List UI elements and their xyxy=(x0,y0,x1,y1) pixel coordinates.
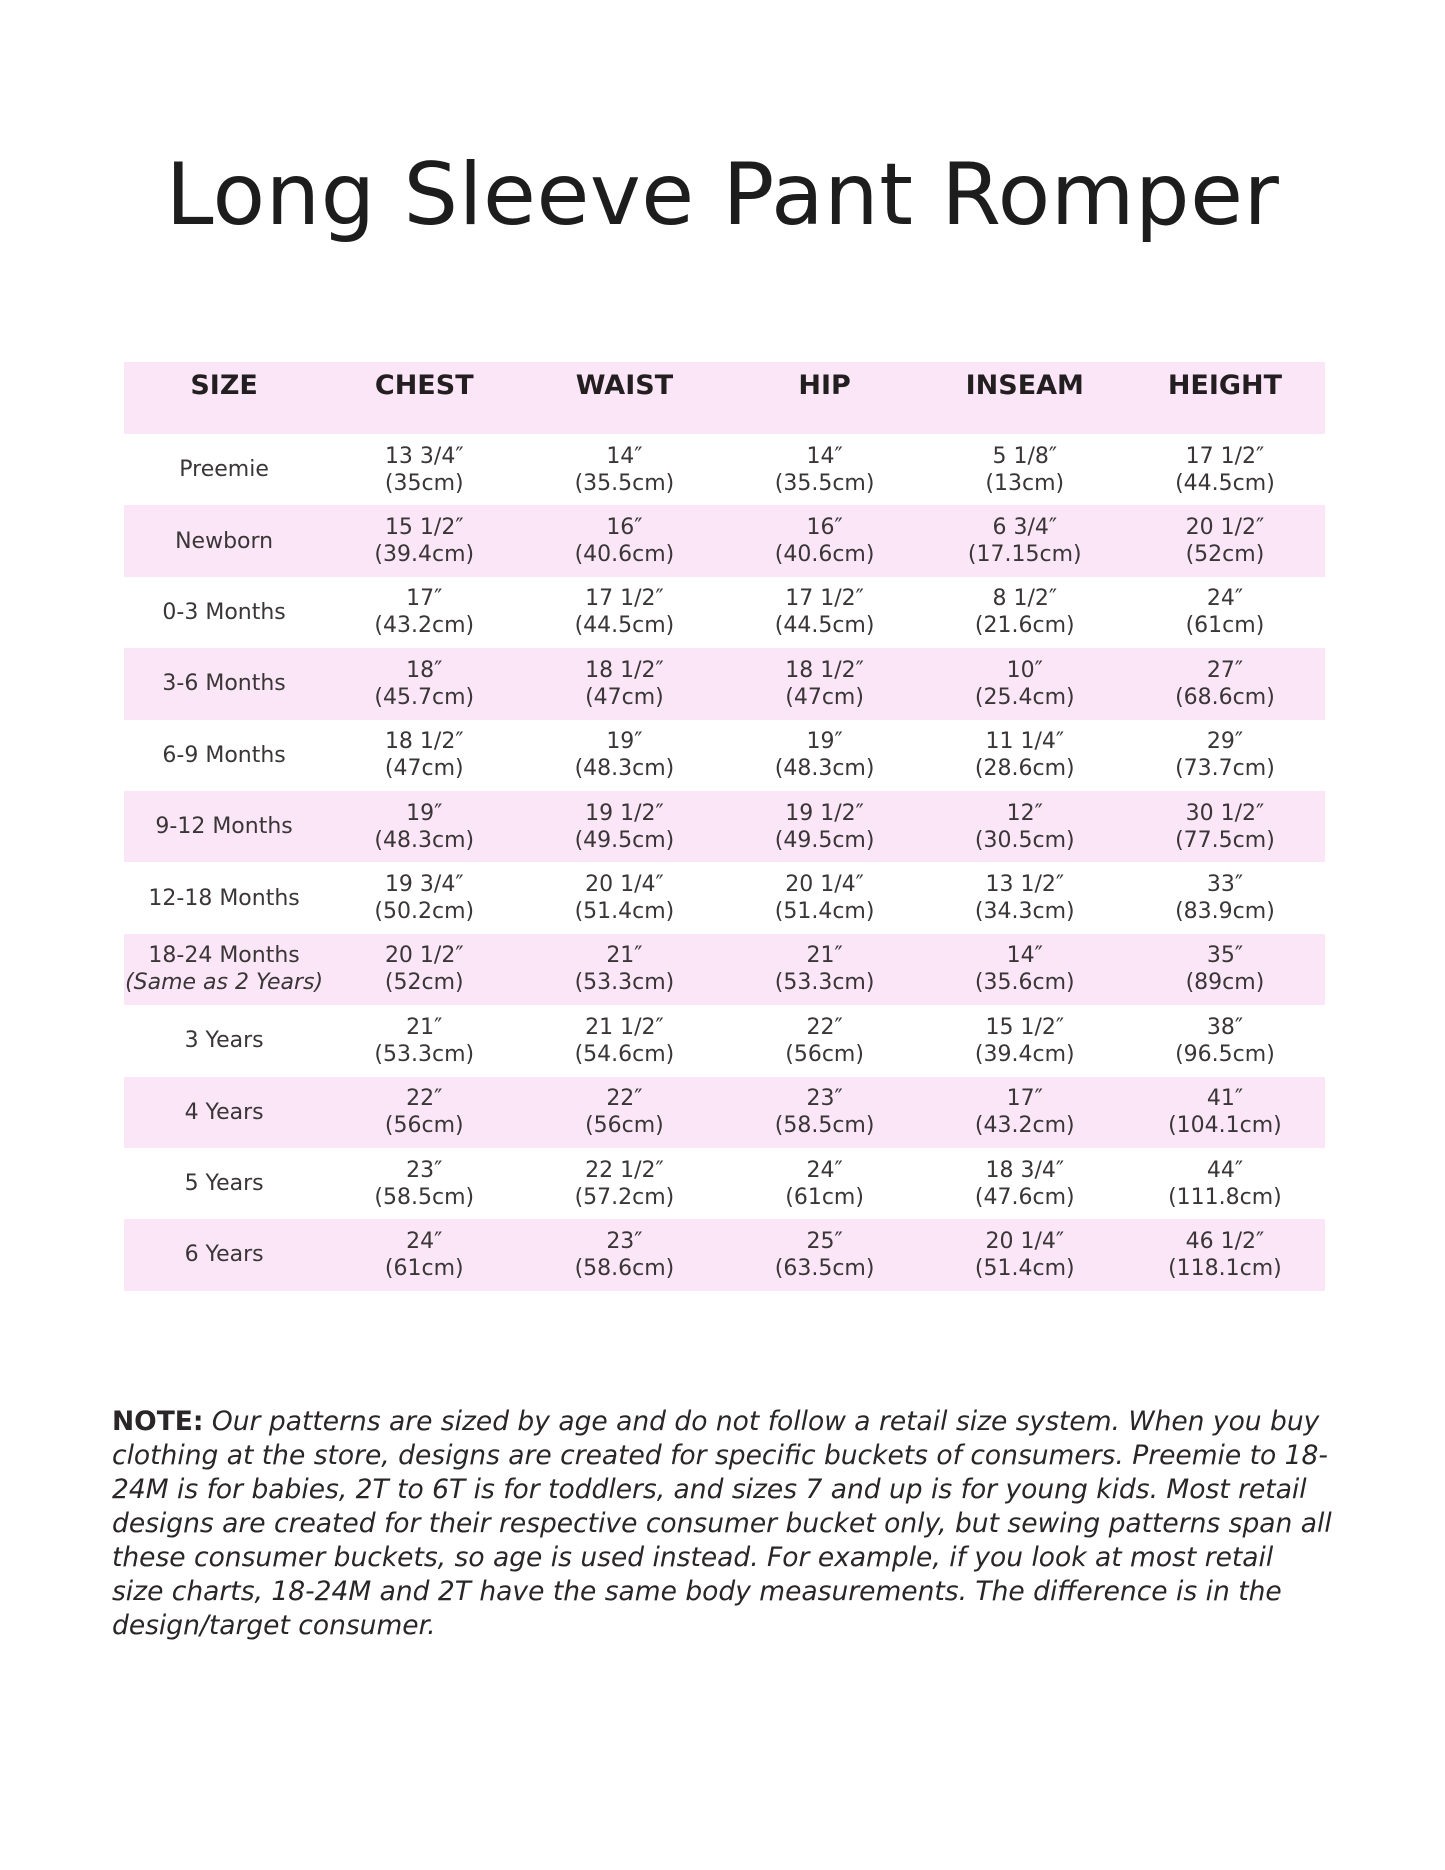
size-note: (Same as 2 Years) xyxy=(125,970,324,996)
height-cell xyxy=(1125,791,1325,862)
header-waist: WAIST xyxy=(575,370,674,401)
height-inches: 24″ xyxy=(1206,586,1244,612)
size-cell xyxy=(124,434,324,505)
chest-cell xyxy=(324,648,524,719)
chest-inches: 18 1/2″ xyxy=(384,729,464,755)
hip-cm: (49.5cm) xyxy=(774,827,875,853)
inseam-cell xyxy=(925,648,1125,719)
inseam-inches: 18 3/4″ xyxy=(985,1157,1065,1183)
inseam-cm: (28.6cm) xyxy=(974,756,1075,782)
height-inches: 17 1/2″ xyxy=(1185,443,1265,469)
waist-cell xyxy=(524,434,724,505)
size-cell xyxy=(124,1219,324,1290)
waist-inches: 22 1/2″ xyxy=(585,1157,664,1183)
inseam-inches: 12″ xyxy=(1006,800,1043,826)
height-cm: (89cm) xyxy=(1185,970,1265,996)
chest-cell xyxy=(324,1219,524,1290)
inseam-cm: (17.15cm) xyxy=(967,542,1082,568)
header-height: HEIGHT xyxy=(1167,370,1283,401)
sizing-note xyxy=(112,1405,1332,1643)
inseam-cell xyxy=(925,577,1125,648)
height-cell xyxy=(1125,720,1325,791)
size-cell xyxy=(124,720,324,791)
waist-cm: (57.2cm) xyxy=(574,1184,675,1210)
hip-inches: 22″ xyxy=(806,1014,843,1040)
height-inches: 38″ xyxy=(1206,1014,1244,1040)
waist-inches: 19 1/2″ xyxy=(585,800,664,826)
height-inches: 27″ xyxy=(1206,657,1244,683)
height-cm: (111.8cm) xyxy=(1168,1184,1282,1210)
chest-inches: 21″ xyxy=(406,1014,443,1040)
chest-cell xyxy=(324,1077,524,1148)
waist-cell xyxy=(524,862,724,933)
waist-cm: (35.5cm) xyxy=(574,470,675,496)
inseam-cell xyxy=(925,791,1125,862)
inseam-cell xyxy=(925,1148,1125,1219)
waist-cell xyxy=(524,1077,724,1148)
table-row xyxy=(124,1148,1325,1219)
chest-cell xyxy=(324,577,524,648)
waist-inches: 18 1/2″ xyxy=(585,657,664,683)
waist-cell xyxy=(524,1148,724,1219)
chest-cm: (45.7cm) xyxy=(374,684,475,710)
waist-cell xyxy=(524,934,724,1005)
hip-cm: (51.4cm) xyxy=(774,899,875,925)
inseam-inches: 14″ xyxy=(1006,943,1043,969)
waist-cell xyxy=(524,1219,724,1290)
table-body xyxy=(124,434,1325,1291)
chest-cm: (52cm) xyxy=(384,970,464,996)
inseam-cm: (13cm) xyxy=(985,470,1065,496)
chest-inches: 18″ xyxy=(406,657,443,683)
chest-inches: 20 1/2″ xyxy=(384,943,464,969)
waist-inches: 17 1/2″ xyxy=(585,586,664,612)
height-cell xyxy=(1125,1077,1325,1148)
chest-cm: (61cm) xyxy=(384,1255,464,1281)
chest-cm: (50.2cm) xyxy=(374,899,475,925)
note-label: NOTE: xyxy=(112,1406,204,1437)
size-label: 6 Years xyxy=(184,1242,264,1268)
inseam-inches: 13 1/2″ xyxy=(985,872,1065,898)
chest-cell xyxy=(324,934,524,1005)
inseam-cell xyxy=(925,862,1125,933)
waist-cell xyxy=(524,791,724,862)
hip-cell xyxy=(725,577,925,648)
hip-inches: 17 1/2″ xyxy=(785,586,864,612)
height-inches: 35″ xyxy=(1206,943,1244,969)
height-inches: 29″ xyxy=(1206,729,1244,755)
chest-cm: (39.4cm) xyxy=(374,542,475,568)
size-label: 0-3 Months xyxy=(162,599,286,625)
hip-cm: (56cm) xyxy=(785,1041,864,1067)
hip-cm: (47cm) xyxy=(785,684,864,710)
waist-cm: (40.6cm) xyxy=(574,542,675,568)
header-chest: CHEST xyxy=(374,370,474,401)
hip-inches: 16″ xyxy=(806,515,843,541)
chest-inches: 15 1/2″ xyxy=(384,515,464,541)
height-cell xyxy=(1125,862,1325,933)
waist-cm: (53.3cm) xyxy=(574,970,675,996)
hip-cell xyxy=(725,862,925,933)
height-inches: 41″ xyxy=(1206,1086,1244,1112)
inseam-cm: (51.4cm) xyxy=(974,1255,1075,1281)
height-cm: (61cm) xyxy=(1185,613,1265,639)
hip-cell xyxy=(725,648,925,719)
size-chart-table xyxy=(124,362,1325,1291)
waist-cm: (49.5cm) xyxy=(574,827,675,853)
chest-inches: 24″ xyxy=(406,1228,443,1254)
waist-cm: (56cm) xyxy=(585,1113,664,1139)
waist-inches: 16″ xyxy=(606,515,643,541)
hip-cell xyxy=(725,1148,925,1219)
waist-inches: 19″ xyxy=(606,729,643,755)
header-inseam: INSEAM xyxy=(965,370,1084,401)
size-cell xyxy=(124,862,324,933)
hip-inches: 20 1/4″ xyxy=(785,872,864,898)
hip-cell xyxy=(725,791,925,862)
height-inches: 46 1/2″ xyxy=(1185,1228,1265,1254)
size-label: 3 Years xyxy=(184,1028,264,1054)
waist-cell xyxy=(524,505,724,576)
waist-cm: (58.6cm) xyxy=(574,1255,675,1281)
size-label: 9-12 Months xyxy=(155,814,293,840)
height-cm: (73.7cm) xyxy=(1175,756,1275,782)
chest-inches: 19″ xyxy=(406,800,443,826)
height-inches: 44″ xyxy=(1206,1157,1244,1183)
chest-cm: (43.2cm) xyxy=(374,613,475,639)
size-cell xyxy=(124,934,324,1005)
inseam-cm: (39.4cm) xyxy=(974,1041,1075,1067)
waist-inches: 23″ xyxy=(606,1228,643,1254)
inseam-cell xyxy=(925,434,1125,505)
waist-inches: 20 1/4″ xyxy=(585,872,664,898)
inseam-cm: (35.6cm) xyxy=(974,970,1075,996)
inseam-cell xyxy=(925,505,1125,576)
hip-inches: 25″ xyxy=(806,1228,843,1254)
size-label: 5 Years xyxy=(184,1171,264,1197)
inseam-cm: (21.6cm) xyxy=(974,613,1075,639)
height-inches: 30 1/2″ xyxy=(1185,800,1265,826)
note-text: Our patterns are sized by age and do not follow a retail size system. When you buy clothing at the store, designs are created for specific buckets of consumers. Preemie to 18-24M is for babies, 2T to 6T is for toddlers, and sizes 7 and up is for young kids. Most retail designs are created for their respective consumer bucket only, but sewing patterns span all these consumer buckets, so age is used instead. For example, if you look at most retail size charts, 18-24M and 2T have the same body measurements. The difference is in the design/target consumer. xyxy=(112,1406,1332,1641)
size-cell xyxy=(124,1077,324,1148)
table-row xyxy=(124,505,1325,576)
hip-cell xyxy=(725,1219,925,1290)
size-cell xyxy=(124,505,324,576)
table-row xyxy=(124,434,1325,505)
inseam-inches: 17″ xyxy=(1006,1086,1043,1112)
inseam-inches: 15 1/2″ xyxy=(985,1014,1065,1040)
height-cm: (118.1cm) xyxy=(1168,1255,1282,1281)
chest-cm: (56cm) xyxy=(384,1113,464,1139)
size-label: 18-24 Months xyxy=(148,943,300,969)
height-cm: (44.5cm) xyxy=(1175,470,1275,496)
height-cell xyxy=(1125,648,1325,719)
hip-cell xyxy=(725,1005,925,1076)
size-cell xyxy=(124,1005,324,1076)
hip-cell xyxy=(725,434,925,505)
size-cell xyxy=(124,577,324,648)
waist-inches: 22″ xyxy=(606,1086,643,1112)
hip-inches: 14″ xyxy=(806,443,843,469)
hip-cell xyxy=(725,934,925,1005)
height-cell xyxy=(1125,1148,1325,1219)
inseam-cell xyxy=(925,720,1125,791)
chest-cell xyxy=(324,505,524,576)
size-label: 6-9 Months xyxy=(162,742,286,768)
waist-inches: 14″ xyxy=(606,443,643,469)
hip-inches: 24″ xyxy=(806,1157,843,1183)
inseam-inches: 5 1/8″ xyxy=(992,443,1058,469)
height-inches: 20 1/2″ xyxy=(1185,515,1265,541)
height-cell xyxy=(1125,505,1325,576)
waist-cm: (51.4cm) xyxy=(574,899,675,925)
hip-cm: (48.3cm) xyxy=(774,756,875,782)
height-cell xyxy=(1125,577,1325,648)
table-row xyxy=(124,577,1325,648)
table-row xyxy=(124,934,1325,1005)
hip-cell xyxy=(725,505,925,576)
inseam-cell xyxy=(925,1005,1125,1076)
chest-cm: (47cm) xyxy=(384,756,464,782)
hip-inches: 23″ xyxy=(806,1086,843,1112)
hip-cm: (40.6cm) xyxy=(774,542,875,568)
waist-cell xyxy=(524,720,724,791)
size-label: Newborn xyxy=(175,528,274,554)
hip-cm: (58.5cm) xyxy=(774,1113,875,1139)
height-cell xyxy=(1125,934,1325,1005)
hip-cell xyxy=(725,720,925,791)
chest-cell xyxy=(324,862,524,933)
inseam-inches: 11 1/4″ xyxy=(985,729,1065,755)
hip-cm: (44.5cm) xyxy=(774,613,875,639)
hip-inches: 21″ xyxy=(806,943,843,969)
waist-cell xyxy=(524,648,724,719)
chest-cell xyxy=(324,434,524,505)
inseam-cm: (25.4cm) xyxy=(974,684,1075,710)
height-inches: 33″ xyxy=(1206,872,1244,898)
inseam-cm: (43.2cm) xyxy=(974,1113,1075,1139)
inseam-inches: 10″ xyxy=(1006,657,1043,683)
chest-inches: 17″ xyxy=(406,586,443,612)
chest-inches: 13 3/4″ xyxy=(384,443,464,469)
hip-inches: 19 1/2″ xyxy=(785,800,864,826)
inseam-inches: 20 1/4″ xyxy=(985,1228,1065,1254)
chest-cm: (48.3cm) xyxy=(374,827,475,853)
hip-cell xyxy=(725,1077,925,1148)
waist-cm: (47cm) xyxy=(585,684,664,710)
size-label: Preemie xyxy=(179,457,269,483)
hip-cm: (63.5cm) xyxy=(774,1255,875,1281)
header-size: SIZE xyxy=(190,370,258,401)
table-row xyxy=(124,1077,1325,1148)
waist-cell xyxy=(524,1005,724,1076)
chest-cell xyxy=(324,1148,524,1219)
size-cell xyxy=(124,791,324,862)
table-header-row xyxy=(124,362,1325,434)
table-row xyxy=(124,862,1325,933)
waist-cm: (48.3cm) xyxy=(574,756,675,782)
table-row xyxy=(124,648,1325,719)
waist-cell xyxy=(524,577,724,648)
inseam-cm: (47.6cm) xyxy=(974,1184,1075,1210)
chest-inches: 19 3/4″ xyxy=(384,872,464,898)
waist-inches: 21″ xyxy=(606,943,643,969)
table-row xyxy=(124,791,1325,862)
size-cell xyxy=(124,1148,324,1219)
size-cell xyxy=(124,648,324,719)
chest-cm: (53.3cm) xyxy=(374,1041,475,1067)
waist-cm: (44.5cm) xyxy=(574,613,675,639)
inseam-cell xyxy=(925,1077,1125,1148)
chest-inches: 23″ xyxy=(406,1157,443,1183)
inseam-inches: 6 3/4″ xyxy=(992,515,1058,541)
height-cm: (104.1cm) xyxy=(1168,1113,1282,1139)
size-label: 3-6 Months xyxy=(162,671,286,697)
chest-cell xyxy=(324,720,524,791)
inseam-inches: 8 1/2″ xyxy=(992,586,1058,612)
height-cm: (96.5cm) xyxy=(1175,1041,1275,1067)
height-cell xyxy=(1125,434,1325,505)
table-row xyxy=(124,1005,1325,1076)
inseam-cell xyxy=(925,934,1125,1005)
hip-inches: 18 1/2″ xyxy=(785,657,864,683)
page-title: Long Sleeve Pant Romper xyxy=(165,145,1280,245)
table-row xyxy=(124,720,1325,791)
height-cm: (77.5cm) xyxy=(1175,827,1275,853)
hip-cm: (53.3cm) xyxy=(774,970,875,996)
waist-inches: 21 1/2″ xyxy=(585,1014,664,1040)
height-cm: (83.9cm) xyxy=(1175,899,1275,925)
hip-cm: (35.5cm) xyxy=(774,470,875,496)
chest-inches: 22″ xyxy=(406,1086,443,1112)
height-cell xyxy=(1125,1005,1325,1076)
height-cm: (52cm) xyxy=(1185,542,1265,568)
hip-cm: (61cm) xyxy=(785,1184,864,1210)
inseam-cm: (30.5cm) xyxy=(974,827,1075,853)
chest-cell xyxy=(324,1005,524,1076)
chest-cm: (58.5cm) xyxy=(374,1184,475,1210)
table-row xyxy=(124,1219,1325,1290)
chest-cell xyxy=(324,791,524,862)
hip-inches: 19″ xyxy=(806,729,843,755)
inseam-cell xyxy=(925,1219,1125,1290)
header-hip: HIP xyxy=(798,370,851,401)
size-label: 4 Years xyxy=(184,1099,264,1125)
inseam-cm: (34.3cm) xyxy=(974,899,1075,925)
height-cm: (68.6cm) xyxy=(1175,684,1275,710)
waist-cm: (54.6cm) xyxy=(574,1041,675,1067)
chest-cm: (35cm) xyxy=(384,470,464,496)
height-cell xyxy=(1125,1219,1325,1290)
size-label: 12-18 Months xyxy=(148,885,300,911)
